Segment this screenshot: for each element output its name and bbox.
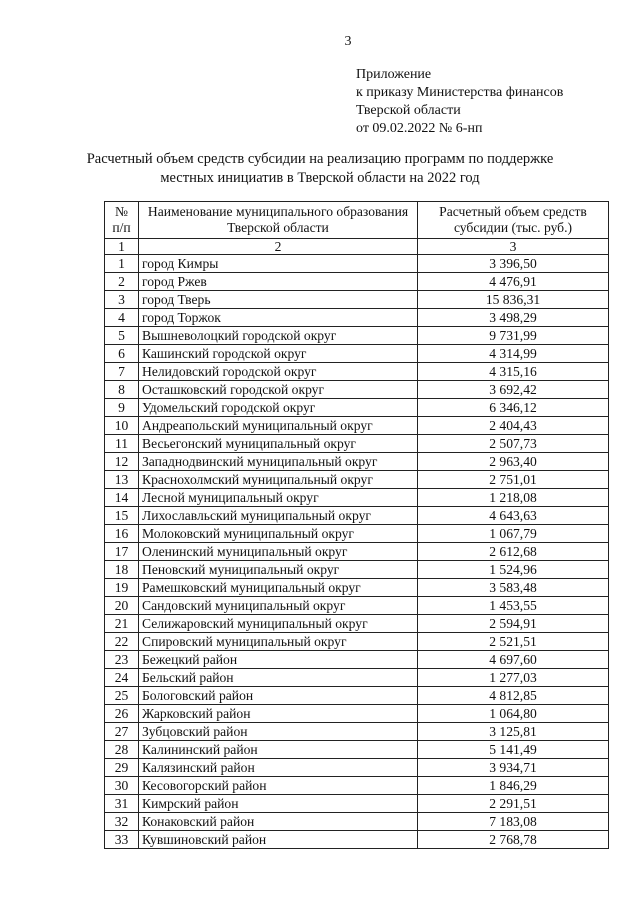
document-title: [0, 150, 640, 188]
municipality-name: город Тверь: [139, 291, 418, 309]
municipality-name: Лихославльский муниципальный округ: [139, 507, 418, 525]
table-row: [105, 273, 609, 291]
table-row: [105, 831, 609, 849]
title-line-2: местных инициатив в Тверской области на 2022 год: [160, 170, 480, 186]
column-number-row: [105, 239, 609, 255]
header-number: № п/п: [105, 202, 139, 239]
municipality-name: Молоковский муниципальный округ: [139, 525, 418, 543]
row-number: 27: [105, 723, 139, 741]
subsidy-amount: 4 643,63: [418, 507, 609, 525]
subsidy-amount: 3 692,42: [418, 381, 609, 399]
table-row: [105, 741, 609, 759]
subsidy-amount: 2 612,68: [418, 543, 609, 561]
municipality-name: Конаковский район: [139, 813, 418, 831]
municipality-name: город Ржев: [139, 273, 418, 291]
subsidy-amount: 4 314,99: [418, 345, 609, 363]
table-row: [105, 669, 609, 687]
row-number: 14: [105, 489, 139, 507]
municipality-name: Кесовогорский район: [139, 777, 418, 795]
table-row: [105, 471, 609, 489]
table-row: [105, 255, 609, 273]
subsidy-amount: 2 594,91: [418, 615, 609, 633]
row-number: 31: [105, 795, 139, 813]
municipality-name: Селижаровский муниципальный округ: [139, 615, 418, 633]
table-row: [105, 399, 609, 417]
subsidy-amount: 6 346,12: [418, 399, 609, 417]
municipality-name: Пеновский муниципальный округ: [139, 561, 418, 579]
row-number: 15: [105, 507, 139, 525]
table-row: [105, 795, 609, 813]
table-row: [105, 327, 609, 345]
subsidy-amount: 2 768,78: [418, 831, 609, 849]
row-number: 7: [105, 363, 139, 381]
header-amount: Расчетный объем средств субсидии (тыс. руб.): [418, 202, 609, 239]
subsidy-amount: 4 812,85: [418, 687, 609, 705]
row-number: 24: [105, 669, 139, 687]
table-row: [105, 813, 609, 831]
row-number: 11: [105, 435, 139, 453]
municipality-name: Нелидовский городской округ: [139, 363, 418, 381]
table-header-row: [105, 202, 609, 239]
table-row: [105, 615, 609, 633]
subsidy-table: [104, 201, 609, 849]
table-row: [105, 453, 609, 471]
municipality-name: Весьегонский муниципальный округ: [139, 435, 418, 453]
municipality-name: Андреапольский муниципальный округ: [139, 417, 418, 435]
table-row: [105, 291, 609, 309]
row-number: 19: [105, 579, 139, 597]
subsidy-amount: 1 846,29: [418, 777, 609, 795]
subsidy-amount: 2 291,51: [418, 795, 609, 813]
subsidy-amount: 2 507,73: [418, 435, 609, 453]
subsidy-amount: 1 064,80: [418, 705, 609, 723]
subsidy-amount: 3 934,71: [418, 759, 609, 777]
municipality-name: Бологовский район: [139, 687, 418, 705]
page-number: 3: [344, 34, 352, 49]
row-number: 23: [105, 651, 139, 669]
subsidy-amount: 1 277,03: [418, 669, 609, 687]
subsidy-amount: 4 476,91: [418, 273, 609, 291]
subsidy-amount: 1 453,55: [418, 597, 609, 615]
subsidy-amount: 5 141,49: [418, 741, 609, 759]
appendix-line-2: к приказу Министерства финансов: [356, 85, 564, 100]
table-body: [105, 255, 609, 849]
municipality-name: Жарковский район: [139, 705, 418, 723]
row-number: 29: [105, 759, 139, 777]
row-number: 16: [105, 525, 139, 543]
municipality-name: Сандовский муниципальный округ: [139, 597, 418, 615]
municipality-name: Калининский район: [139, 741, 418, 759]
municipality-name: Лесной муниципальный округ: [139, 489, 418, 507]
row-number: 17: [105, 543, 139, 561]
header-municipality: Наименование муниципального образования Тверской области: [139, 202, 418, 239]
municipality-name: Кашинский городской округ: [139, 345, 418, 363]
table-row: [105, 381, 609, 399]
subsidy-amount: 3 498,29: [418, 309, 609, 327]
appendix-line-3: Тверской области: [356, 103, 461, 118]
row-number: 30: [105, 777, 139, 795]
column-number: 1: [105, 239, 139, 255]
row-number: 5: [105, 327, 139, 345]
row-number: 20: [105, 597, 139, 615]
table-row: [105, 417, 609, 435]
subsidy-amount: 3 125,81: [418, 723, 609, 741]
row-number: 25: [105, 687, 139, 705]
municipality-name: Бежецкий район: [139, 651, 418, 669]
table-row: [105, 435, 609, 453]
subsidy-amount: 3 396,50: [418, 255, 609, 273]
row-number: 9: [105, 399, 139, 417]
table-row: [105, 651, 609, 669]
table-row: [105, 525, 609, 543]
table-row: [105, 597, 609, 615]
row-number: 18: [105, 561, 139, 579]
municipality-name: Западнодвинский муниципальный округ: [139, 453, 418, 471]
row-number: 2: [105, 273, 139, 291]
row-number: 1: [105, 255, 139, 273]
title-line-1: Расчетный объем средств субсидии на реализацию программ по поддержке: [86, 151, 554, 167]
table-row: [105, 507, 609, 525]
subsidy-amount: 1 218,08: [418, 489, 609, 507]
row-number: 3: [105, 291, 139, 309]
subsidy-amount: 1 524,96: [418, 561, 609, 579]
subsidy-amount: 9 731,99: [418, 327, 609, 345]
table-row: [105, 489, 609, 507]
appendix-line-1: Приложение: [356, 67, 432, 82]
row-number: 12: [105, 453, 139, 471]
subsidy-amount: 4 315,16: [418, 363, 609, 381]
table-row: [105, 633, 609, 651]
municipality-name: Кувшиновский район: [139, 831, 418, 849]
table-row: [105, 723, 609, 741]
appendix-block: [356, 66, 563, 138]
table-row: [105, 759, 609, 777]
municipality-name: Калязинский район: [139, 759, 418, 777]
municipality-name: Рамешковский муниципальный округ: [139, 579, 418, 597]
table-row: [105, 309, 609, 327]
row-number: 4: [105, 309, 139, 327]
subsidy-amount: 2 521,51: [418, 633, 609, 651]
row-number: 10: [105, 417, 139, 435]
municipality-name: город Торжок: [139, 309, 418, 327]
table-row: [105, 777, 609, 795]
row-number: 8: [105, 381, 139, 399]
row-number: 6: [105, 345, 139, 363]
subsidy-amount: 7 183,08: [418, 813, 609, 831]
table-row: [105, 579, 609, 597]
row-number: 22: [105, 633, 139, 651]
table-row: [105, 363, 609, 381]
subsidy-amount: 2 963,40: [418, 453, 609, 471]
row-number: 21: [105, 615, 139, 633]
column-number: 3: [418, 239, 609, 255]
municipality-name: Вышневолоцкий городской округ: [139, 327, 418, 345]
table-row: [105, 705, 609, 723]
subsidy-amount: 15 836,31: [418, 291, 609, 309]
subsidy-amount: 2 751,01: [418, 471, 609, 489]
row-number: 13: [105, 471, 139, 489]
subsidy-amount: 2 404,43: [418, 417, 609, 435]
municipality-name: Спировский муниципальный округ: [139, 633, 418, 651]
table-row: [105, 345, 609, 363]
table-row: [105, 687, 609, 705]
column-number: 2: [139, 239, 418, 255]
row-number: 26: [105, 705, 139, 723]
municipality-name: Кимрский район: [139, 795, 418, 813]
municipality-name: Удомельский городской округ: [139, 399, 418, 417]
municipality-name: Бельский район: [139, 669, 418, 687]
municipality-name: Осташковский городской округ: [139, 381, 418, 399]
row-number: 33: [105, 831, 139, 849]
municipality-name: Краснохолмский муниципальный округ: [139, 471, 418, 489]
municipality-name: Зубцовский район: [139, 723, 418, 741]
subsidy-amount: 3 583,48: [418, 579, 609, 597]
row-number: 32: [105, 813, 139, 831]
appendix-line-4: от 09.02.2022 № 6-нп: [356, 121, 483, 136]
table-row: [105, 561, 609, 579]
row-number: 28: [105, 741, 139, 759]
table-row: [105, 543, 609, 561]
subsidy-amount: 4 697,60: [418, 651, 609, 669]
municipality-name: город Кимры: [139, 255, 418, 273]
municipality-name: Оленинский муниципальный округ: [139, 543, 418, 561]
subsidy-amount: 1 067,79: [418, 525, 609, 543]
